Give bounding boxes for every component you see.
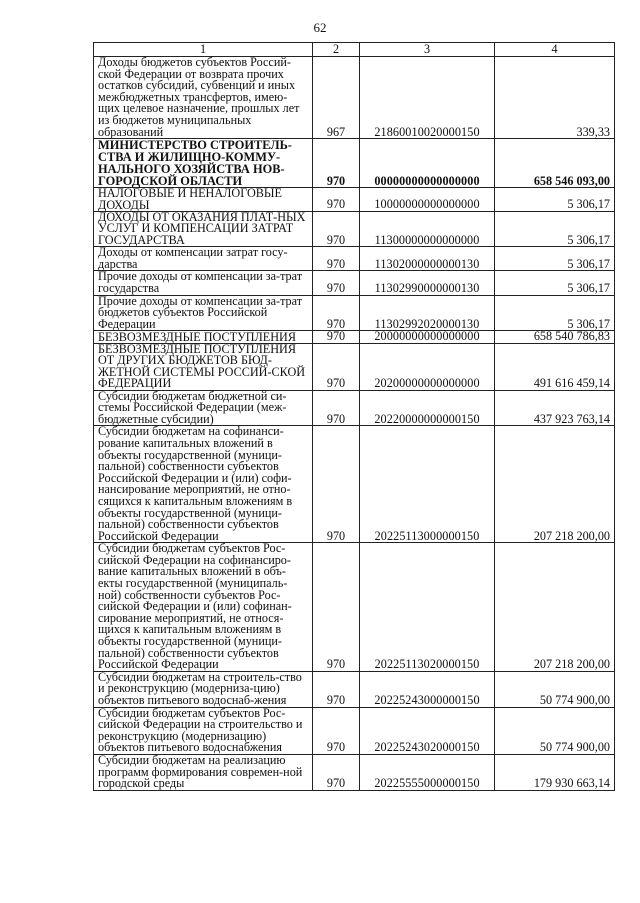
- row-budget-code: 20000000000000000: [360, 331, 495, 344]
- row-budget-code: 11302990000000130: [360, 271, 495, 295]
- table-row: [94, 57, 615, 139]
- row-description: Субсидии бюджетам на софинанси-рование капитальных вложений в объекты государственной (муници-пальной) собственности субъектов Российской Федерации и (или) софи-нансирование мероприятий, не отно-сящихся к капитальным вложениям в объекты государственной (муници-пальной) собственности субъектов Российской Федерации: [94, 426, 313, 543]
- row-budget-code: 20220000000000150: [360, 390, 495, 426]
- row-amount: 658 546 093,00: [495, 139, 615, 188]
- row-budget-code: 21860010020000150: [360, 57, 495, 139]
- row-admin-code: 970: [313, 390, 360, 426]
- table-row: [94, 188, 615, 212]
- row-description: НАЛОГОВЫЕ И НЕНАЛОГОВЫЕ ДОХОДЫ: [94, 188, 313, 212]
- row-admin-code: 970: [313, 247, 360, 271]
- row-budget-code: 20225243020000150: [360, 707, 495, 754]
- row-description: Субсидии бюджетам субъектов Рос-сийской Федерации на строительство и реконструкцию (модернизацию) объектов питьевого водоснабжения: [94, 707, 313, 754]
- row-admin-code: 970: [313, 754, 360, 790]
- row-description: БЕЗВОЗМЕЗДНЫЕ ПОСТУПЛЕНИЯ: [94, 331, 313, 344]
- row-description: БЕЗВОЗМЕЗДНЫЕ ПОСТУПЛЕНИЯ ОТ ДРУГИХ БЮДЖЕТОВ БЮД-ЖЕТНОЙ СИСТЕМЫ РОССИЙ-СКОЙ ФЕДЕРАЦИИ: [94, 343, 313, 390]
- row-admin-code: 970: [313, 295, 360, 331]
- row-amount: 658 540 786,83: [495, 331, 615, 344]
- row-amount: 50 774 900,00: [495, 707, 615, 754]
- row-description: ДОХОДЫ ОТ ОКАЗАНИЯ ПЛАТ-НЫХ УСЛУГ И КОМПЕНСАЦИИ ЗАТРАТ ГОСУДАРСТВА: [94, 211, 313, 246]
- row-amount: 207 218 200,00: [495, 543, 615, 672]
- column-header-2: 2: [313, 43, 360, 57]
- row-description: Прочие доходы от компенсации за-трат государства: [94, 271, 313, 295]
- row-description: Субсидии бюджетам субъектов Рос-сийской Федерации на софинансиро-вание капитальных вложений в объ-екты государственной (муниципаль-ной) собственности субъектов Рос-сийской Федерации и (или) софинан-сирование мероприятий, не относя-щихся к капитальным вложениям в объекты государственной (муници-пальной) собственности субъектов Российской Федерации: [94, 543, 313, 672]
- row-budget-code: 11302000000000130: [360, 247, 495, 271]
- row-budget-code: 00000000000000000: [360, 139, 495, 188]
- row-description: Субсидии бюджетам бюджетной си-стемы Российской Федерации (меж-бюджетные субсидии): [94, 390, 313, 426]
- column-header-1: 1: [94, 43, 313, 57]
- row-admin-code: 970: [313, 211, 360, 246]
- row-amount: 5 306,17: [495, 247, 615, 271]
- row-budget-code: 20225243000000150: [360, 671, 495, 707]
- table-row: [94, 247, 615, 271]
- row-amount: 339,33: [495, 57, 615, 139]
- row-description: МИНИСТЕРСТВО СТРОИТЕЛЬ-СТВА И ЖИЛИЩНО-КОММУ-НАЛЬНОГО ХОЗЯЙСТВА НОВ-ГОРОДСКОЙ ОБЛАСТИ: [94, 139, 313, 188]
- row-budget-code: 20200000000000000: [360, 343, 495, 390]
- row-admin-code: 967: [313, 57, 360, 139]
- row-amount: 5 306,17: [495, 271, 615, 295]
- row-budget-code: 20225113020000150: [360, 543, 495, 672]
- table-row: [94, 295, 615, 331]
- row-budget-code: 11302992020000130: [360, 295, 495, 331]
- row-description: Доходы бюджетов субъектов Россий-ской Федерации от возврата прочих остатков субсидий, субвенций и иных межбюджетных трансфертов, имею-щих целевое назначение, прошлых лет из бюджетов муниципальных образований: [94, 57, 313, 139]
- column-header-4: 4: [495, 43, 615, 57]
- table-row: [94, 754, 615, 790]
- row-amount: 491 616 459,14: [495, 343, 615, 390]
- row-description: Доходы от компенсации затрат госу-дарства: [94, 247, 313, 271]
- row-admin-code: 970: [313, 188, 360, 212]
- revenue-table: [93, 42, 615, 791]
- row-amount: 5 306,17: [495, 295, 615, 331]
- row-budget-code: 10000000000000000: [360, 188, 495, 212]
- row-budget-code: 11300000000000000: [360, 211, 495, 246]
- table-row: [94, 426, 615, 543]
- row-amount: 5 306,17: [495, 211, 615, 246]
- table-row: [94, 671, 615, 707]
- column-header-3: 3: [360, 43, 495, 57]
- row-amount: 179 930 663,14: [495, 754, 615, 790]
- table-row: [94, 271, 615, 295]
- table-row: [94, 390, 615, 426]
- table-row: [94, 707, 615, 754]
- row-amount: 50 774 900,00: [495, 671, 615, 707]
- row-admin-code: 970: [313, 707, 360, 754]
- row-amount: 437 923 763,14: [495, 390, 615, 426]
- row-description: Субсидии бюджетам на строитель-ство и реконструкцию (модерниза-цию) объектов питьевого водоснаб-жения: [94, 671, 313, 707]
- row-description: Прочие доходы от компенсации за-трат бюджетов субъектов Российской Федерации: [94, 295, 313, 331]
- row-admin-code: 970: [313, 426, 360, 543]
- table-row: [94, 543, 615, 672]
- row-admin-code: 970: [313, 331, 360, 344]
- table-row: [94, 211, 615, 246]
- row-description: Субсидии бюджетам на реализацию программ формирования современ-ной городской среды: [94, 754, 313, 790]
- row-admin-code: 970: [313, 543, 360, 672]
- row-budget-code: 20225555000000150: [360, 754, 495, 790]
- table-row: [94, 139, 615, 188]
- row-admin-code: 970: [313, 671, 360, 707]
- row-admin-code: 970: [313, 343, 360, 390]
- row-admin-code: 970: [313, 271, 360, 295]
- page-number: 62: [313, 20, 327, 35]
- row-budget-code: 20225113000000150: [360, 426, 495, 543]
- table-row: [94, 343, 615, 390]
- row-admin-code: 970: [313, 139, 360, 188]
- row-amount: 207 218 200,00: [495, 426, 615, 543]
- row-amount: 5 306,17: [495, 188, 615, 212]
